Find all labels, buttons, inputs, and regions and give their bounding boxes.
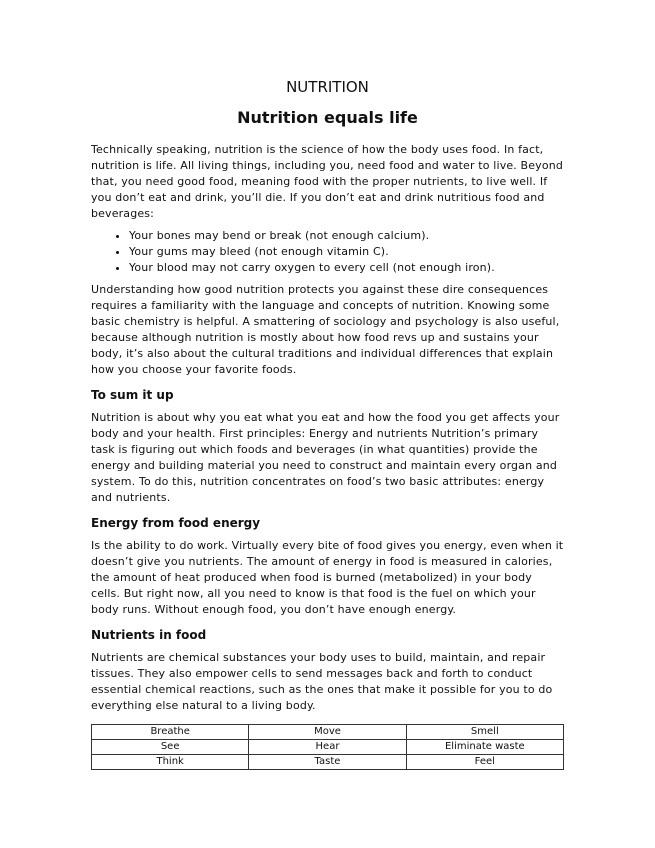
- table-cell: Breathe: [92, 725, 249, 740]
- document-subtitle: Nutrition equals life: [237, 108, 418, 127]
- table-cell: Smell: [406, 725, 563, 740]
- section-body-nutrients: Nutrients are chemical substances your body uses to build, maintain, and repair tissues. They also empower cells to send messages back and forth to conduct essential chemical reactions, such as the ones that make it possible for you to do everything else natural to a living body.: [91, 651, 553, 712]
- table-cell: Feel: [406, 755, 563, 770]
- table-cell: Think: [92, 755, 249, 770]
- consequence-list: [91, 228, 564, 276]
- table-cell: Eliminate waste: [406, 740, 563, 755]
- understanding-paragraph: Understanding how good nutrition protects you against these dire consequences requires a familiarity with the language and concepts of nutrition. Knowing some basic chemistry is helpful. A smattering of sociology and psychology is also useful, because although nutrition is mostly about how food revs up and sustains your body, it’s also about the cultural traditions and individual differences that explain how you choose your favorite foods.: [91, 283, 560, 376]
- table-row: [92, 755, 564, 770]
- document-page: [91, 76, 564, 770]
- section-body-sum-it-up: Nutrition is about why you eat what you eat and how the food you get affects your body and your health. First principles: Energy and nutrients Nutrition’s primary task is figuring out which foods and beverages (in what quantities) provide the energy and building material you need to construct and maintain every organ and system. To do this, nutrition concentrates on food’s two basic attributes: energy and nutrients.: [91, 411, 560, 504]
- list-item: • Your gums may bleed (not enough vitamin C).: [129, 244, 564, 260]
- intro-paragraph: Technically speaking, nutrition is the science of how the body uses food. In fact, nutrition is life. All living things, including you, need food and water to live. Beyond that, you need good food, meaning food with the proper nutrients, to live well. If you don’t eat and drink, you’ll die. If you don’t eat and drink nutritious food and beverages:: [91, 143, 563, 220]
- section-heading-sum-it-up: To sum it up: [91, 388, 174, 402]
- section-heading-energy: Energy from food energy: [91, 516, 261, 530]
- section-body-energy: Is the ability to do work. Virtually every bite of food gives you energy, even when it doesn’t give you nutrients. The amount of energy in food is measured in calories, the amount of heat produced when food is burned (metabolized) in your body cells. But right now, all you need to know is that food is the fuel on which your body runs. Without enough food, you don’t have enough energy.: [91, 539, 564, 616]
- table-row: [92, 740, 564, 755]
- table-cell: See: [92, 740, 249, 755]
- table-cell: Taste: [249, 755, 406, 770]
- document-title: NUTRITION: [286, 78, 369, 96]
- table-cell: Move: [249, 725, 406, 740]
- list-item: • Your bones may bend or break (not enough calcium).: [129, 228, 564, 244]
- section-heading-nutrients: Nutrients in food: [91, 628, 207, 642]
- table-cell: Hear: [249, 740, 406, 755]
- functions-table: [91, 724, 564, 770]
- list-item: • Your blood may not carry oxygen to every cell (not enough iron).: [129, 260, 564, 276]
- table-row: [92, 725, 564, 740]
